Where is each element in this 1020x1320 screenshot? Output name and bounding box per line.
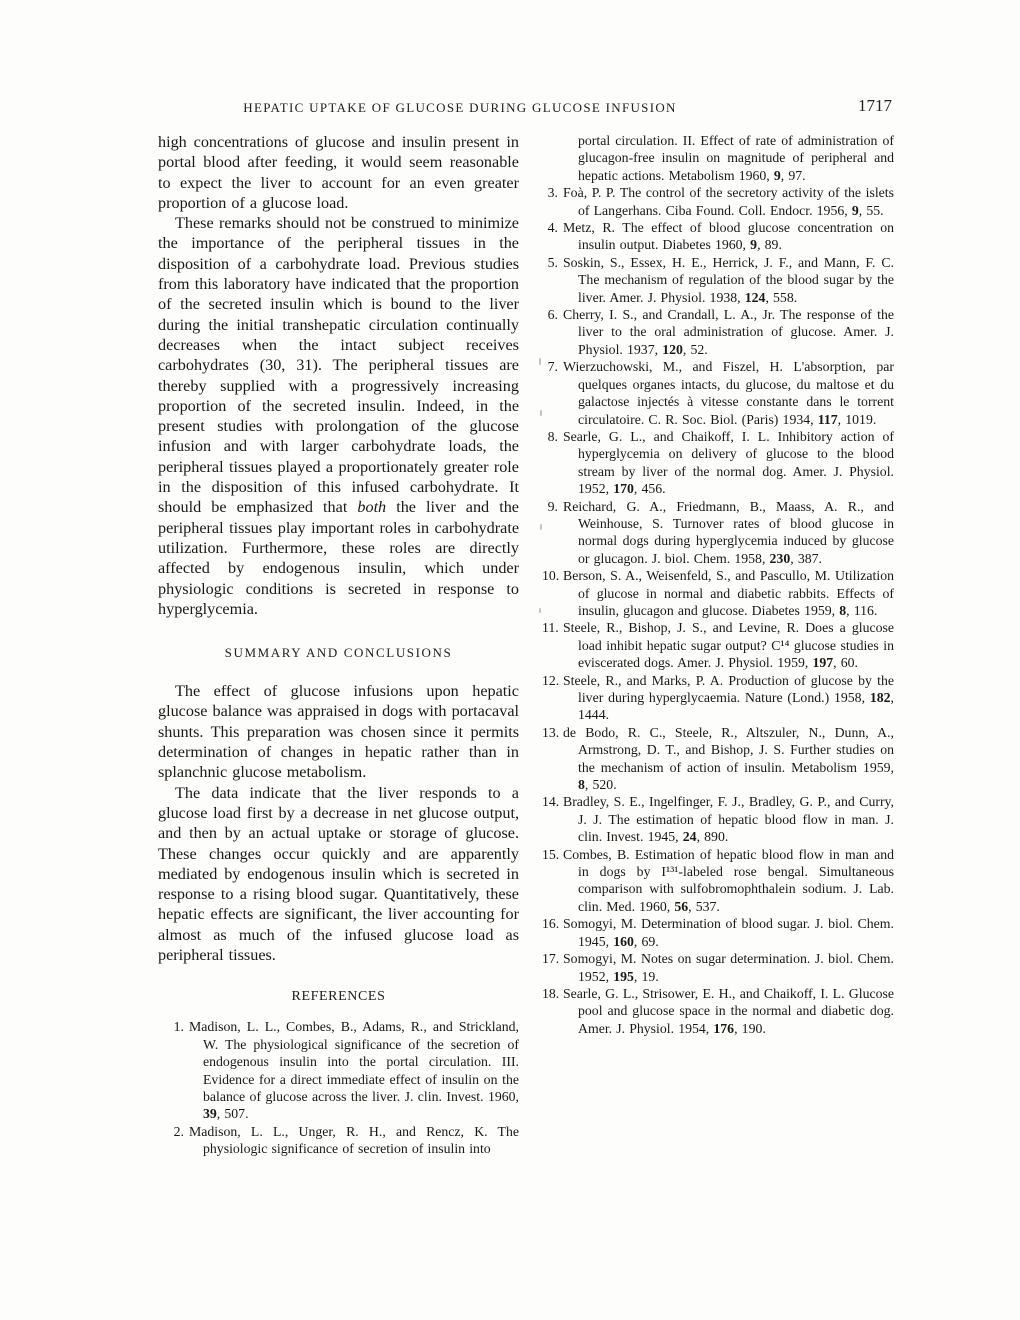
- text-segment: Madison, L. L., Combes, B., Adams, R., and Strickland, W. The physiological significance of the secretion of endogenous insulin into the portal circulation. III. Evidence for a direct immediate effect of insulin on the balance of glucose across the liver. J. clin. Invest. 1960,: [189, 1019, 519, 1104]
- reference-item: [542, 950, 894, 985]
- reference-number: 10.: [542, 568, 560, 584]
- reference-item: [542, 184, 894, 219]
- reference-item: [542, 254, 894, 306]
- text-segment: Madison, L. L., Unger, R. H., and Rencz, K. The physiologic significance of secretion of insulin into: [189, 1123, 519, 1157]
- text-segment: , 537.: [688, 898, 720, 914]
- text-segment: 120: [662, 341, 683, 357]
- text-segment: , 1444.: [578, 690, 894, 723]
- reference-text: [563, 185, 894, 217]
- text-segment: 230: [769, 550, 791, 566]
- reference-text: [563, 951, 894, 983]
- reference-number: 3.: [547, 185, 558, 201]
- reference-text: [563, 568, 894, 618]
- reference-number: 6.: [547, 307, 558, 323]
- text-segment: portal circulation. II. Effect of rate of administration of glucagon-free insulin on magnitude of peripheral and hepatic actions. Metabolism 1960,: [578, 133, 894, 183]
- text-segment: Searle, G. L., and Chaikoff, I. L. Inhibitory action of hyperglycemia on delivery of glucose to the blood stream by liver of the normal dog. Amer. J. Physiol. 1952,: [563, 428, 894, 497]
- reference-item: [542, 619, 894, 671]
- reference-text: [563, 359, 894, 426]
- text-segment: Cherry, I. S., and Crandall, L. A., Jr. The response of the liver to the oral administration of glucose. Amer. J. Physiol. 1937,: [563, 307, 894, 357]
- text-segment: Berson, S. A., Weisenfeld, S., and Pascullo, M. Utilization of glucose in normal and diabetic rabbits. Effects of insulin, glucagon and glucose. Diabetes 1959,: [563, 568, 894, 618]
- text-segment: , 190.: [734, 1020, 766, 1036]
- reference-item: [542, 985, 894, 1037]
- text-segment: Combes, B. Estimation of hepatic blood flow in man and in dogs by I¹³¹-labeled rose bengal. Simultaneous comparison with sulfobromophthalein sodium. J. Lab. clin. Med. 1960,: [563, 846, 894, 914]
- text-segment: 9: [773, 167, 781, 183]
- reference-continuation: [542, 132, 894, 184]
- text-segment: Bradley, S. E., Ingelfinger, F. J., Bradley, G. P., and Curry, J. J. The estimation of hepatic blood flow in man. J. clin. Invest. 1945,: [563, 794, 894, 845]
- reference-number: 14.: [542, 794, 560, 810]
- reference-number: 8.: [547, 428, 558, 444]
- reference-item: [542, 915, 894, 950]
- reference-text: [563, 673, 894, 723]
- reference-number: 4.: [547, 220, 558, 236]
- references-heading: REFERENCES: [291, 989, 386, 1005]
- reference-text: [563, 307, 894, 357]
- reference-item: [542, 846, 894, 916]
- scan-speck: [540, 524, 542, 530]
- reference-text: [563, 986, 894, 1036]
- reference-item: [542, 428, 894, 498]
- reference-item: [169, 1123, 519, 1158]
- reference-number: 11.: [542, 620, 559, 636]
- reference-item: [169, 1018, 519, 1122]
- text-segment: , 69.: [633, 933, 659, 949]
- scan-speck: [540, 410, 542, 416]
- text-segment: The effect of glucose infusions upon hepatic glucose balance was appraised in dogs with portacaval shunts. This preparation was chosen since it permits determination of changes in hepatic rather than in splanchnic glucose metabolism.: [158, 682, 519, 782]
- text-segment: 9: [750, 237, 758, 253]
- reference-item: [542, 498, 894, 568]
- text-segment: , 19.: [633, 968, 659, 984]
- reference-number: 5.: [547, 254, 558, 270]
- reference-number: 15.: [542, 846, 560, 862]
- paragraph: [158, 132, 519, 213]
- scan-speck: [539, 358, 541, 365]
- paragraph: [158, 681, 519, 782]
- reference-number: 7.: [547, 359, 558, 375]
- text-segment: These remarks should not be construed to minimize the importance of the peripheral tissues in the disposition of a carbohydrate load. Previous studies from this laboratory have indicated that the proportion of the secreted insulin which is bound to the liver during the initial transhepatic circulation continually decreases when the intact subject receives carbohydrates (30, 31). The peripheral tissues are thereby supplied with a progressively increasing proportion of the secreted insulin. Indeed, in the present studies with prolongation of the glucose infusion and with larger carbohydrate loads, the peripheral tissues played a proportionately greater role in the disposition of this infused carbohydrate. It should be emphasized that: [158, 214, 519, 517]
- text-segment: Steele, R., and Marks, P. A. Production of glucose by the liver during hyperglycaemia. Nature (Lond.) 1958,: [563, 672, 894, 705]
- references-list-left: [169, 1018, 519, 1157]
- reference-text: [189, 1019, 519, 1121]
- text-segment: Wierzuchowski, M., and Fiszel, H. L'absorption, par quelques organes intacts, du glucose, du maltose et du galactose injectés à vitesse constante dans le torrent circulatoire. C. R. Soc. Biol. (Paris) 1934,: [563, 359, 894, 427]
- text-segment: high concentrations of glucose and insulin present in portal blood after feeding, it would seem reasonable to expect the liver to account for an even greater proportion of a glucose load.: [158, 133, 519, 212]
- reference-item: [542, 358, 894, 428]
- text-segment: Somogyi, M. Determination of blood sugar. J. biol. Chem. 1945,: [563, 916, 894, 949]
- text-segment: , 558.: [765, 289, 798, 305]
- reference-text: [563, 499, 894, 566]
- text-segment: , 387.: [790, 550, 822, 566]
- reference-number: 1.: [173, 1019, 184, 1035]
- reference-text: [563, 255, 894, 305]
- text-segment: Searle, G. L., Strisower, E. H., and Chaikoff, I. L. Glucose pool and glucose space in the normal and diabetic dog. Amer. J. Physiol. 1954,: [563, 985, 894, 1036]
- reference-item: [542, 567, 894, 619]
- reference-text: [563, 429, 894, 496]
- text-segment: , 89.: [757, 237, 782, 253]
- reference-text: [189, 1124, 519, 1156]
- text-segment: , 456.: [633, 481, 666, 497]
- text-segment: 8: [578, 777, 585, 793]
- text-segment: 170: [613, 481, 634, 497]
- reference-number: 16.: [542, 916, 560, 932]
- text-segment: Foà, P. P. The control of the secretory activity of the islets of Langerhans. Ciba Found. Coll. Endocr. 1956,: [563, 185, 894, 218]
- reference-text: [563, 916, 894, 948]
- text-segment: 176: [713, 1020, 735, 1036]
- reference-number: 9.: [547, 498, 558, 514]
- reference-item: [542, 793, 894, 845]
- paragraph: [158, 783, 519, 966]
- paragraph: [158, 213, 519, 619]
- text-segment: 8: [839, 602, 847, 618]
- reference-item: [542, 219, 894, 254]
- text-segment: , 60.: [833, 655, 858, 671]
- text-segment: 195: [613, 968, 634, 984]
- text-segment: , 55.: [858, 202, 884, 218]
- text-segment: 197: [812, 655, 834, 671]
- reference-text: [563, 620, 894, 670]
- text-segment: 24: [682, 829, 697, 845]
- text-segment: Reichard, G. A., Friedmann, B., Maass, A. R., and Weinhouse, S. Turnover rates of blood glucose in normal dogs during hyperglycemia induced by glucose or glucagon. J. biol. Chem. 1958,: [563, 498, 894, 566]
- text-segment: The data indicate that the liver responds to a glucose load first by a decrease in net glucose output, and then by an actual uptake or storage of glucose. These changes occur quickly and are apparently mediated by endogenous insulin which is secreted in response to a rising blood sugar. Quantitatively, these hepatic effects are significant, the liver accounting for almost as much of the infused glucose load as peripheral tissues.: [158, 783, 519, 964]
- text-segment: , 1019.: [837, 411, 877, 427]
- text-segment: Metz, R. The effect of blood glucose concentration on insulin output. Diabetes 1960,: [563, 220, 894, 253]
- reference-number: 18.: [542, 985, 560, 1001]
- text-segment: 124: [744, 289, 766, 305]
- reference-text: [563, 794, 894, 844]
- text-segment: 182: [869, 690, 891, 705]
- text-segment: , 97.: [780, 167, 806, 183]
- reference-number: 13.: [542, 724, 560, 740]
- text-segment: , 116.: [846, 602, 878, 618]
- reference-number: 2.: [173, 1123, 184, 1139]
- text-segment: both: [357, 498, 387, 517]
- page-title: HEPATIC UPTAKE OF GLUCOSE DURING GLUCOSE INFUSION: [243, 100, 677, 115]
- reference-text: [563, 220, 894, 252]
- summary-heading: SUMMARY AND CONCLUSIONS: [224, 645, 453, 661]
- text-segment: 117: [817, 411, 838, 427]
- right-column: [542, 132, 894, 1037]
- text-segment: 39: [203, 1106, 217, 1122]
- scan-speck: [539, 608, 541, 613]
- summary-paragraphs: [158, 681, 519, 965]
- running-head: [243, 100, 676, 116]
- reference-item: [542, 724, 894, 794]
- reference-text: [563, 725, 894, 792]
- text-segment: 9: [851, 202, 859, 218]
- text-segment: , 520.: [584, 777, 617, 793]
- text-segment: Soskin, S., Essex, H. E., Herrick, J. F., and Mann, F. C. The mechanism of regulation of the blood sugar by the liver. Amer. J. Physiol. 1938,: [563, 254, 894, 305]
- text-segment: the liver and the peripheral tissues play important roles in carbohydrate utilization. Furthermore, these roles are directly affected by endogenous insulin, which under physiologic conditions is secreted in response to hyperglycemia.: [158, 498, 519, 618]
- left-column: [158, 132, 519, 1158]
- page-number: 1717: [858, 96, 892, 115]
- references-list-right: [542, 184, 894, 1037]
- text-segment: 160: [613, 933, 634, 949]
- text-segment: , 507.: [216, 1106, 249, 1122]
- reference-number: 17.: [542, 951, 560, 967]
- text-segment: Somogyi, M. Notes on sugar determination. J. biol. Chem. 1952,: [563, 951, 894, 984]
- text-segment: , 890.: [696, 829, 729, 845]
- reference-item: [542, 672, 894, 724]
- text-segment: de Bodo, R. C., Steele, R., Altszuler, N., Dunn, A., Armstrong, D. T., and Bishop, J. S. Further studies on the mechanism of action of insulin. Metabolism 1959,: [563, 724, 894, 775]
- text-segment: Steele, R., Bishop, J. S., and Levine, R. Does a glucose load inhibit hepatic sugar output? C¹⁴ glucose studies in eviscerated dogs. Amer. J. Physiol. 1959,: [563, 620, 894, 671]
- reference-text: [563, 847, 894, 914]
- intro-paragraphs: [158, 132, 519, 619]
- text-segment: 56: [674, 898, 689, 914]
- reference-item: [542, 306, 894, 358]
- text-segment: , 52.: [682, 341, 708, 357]
- reference-number: 12.: [542, 672, 560, 688]
